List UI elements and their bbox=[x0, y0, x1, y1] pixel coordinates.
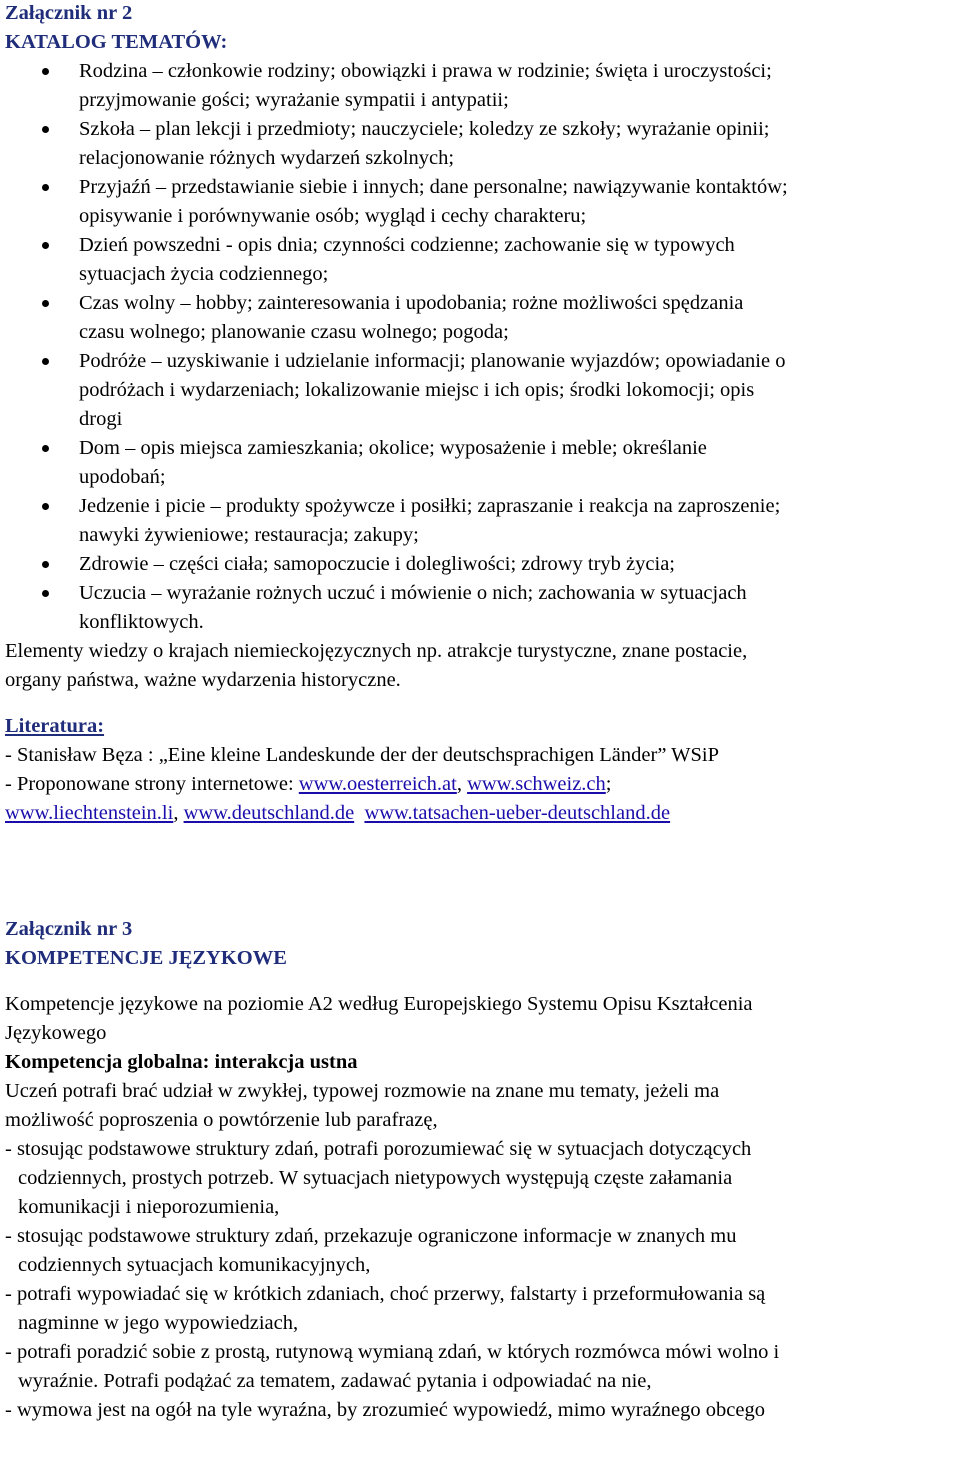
intro-text: Kompetencje językowe na poziomie A2 według Europejskiego Systemu Opisu Kształcenia bbox=[5, 993, 753, 1015]
global-competence-text: Uczeń potrafi brać udział w zwykłej, typowej rozmowie na znane mu tematy, jeżeli ma bbox=[5, 1080, 720, 1102]
document-page bbox=[5, 0, 955, 1425]
literature-links-line bbox=[5, 799, 955, 828]
topic-item bbox=[5, 579, 955, 637]
topic-text: drogi bbox=[79, 408, 123, 430]
link-tatsachen[interactable]: www.tatsachen-ueber-deutschland.de bbox=[364, 802, 671, 824]
bullet-icon bbox=[42, 358, 49, 365]
topic-title: Uczucia bbox=[79, 582, 147, 604]
bullet-icon bbox=[42, 184, 49, 191]
separator: ; bbox=[605, 773, 612, 795]
global-competence-heading: Kompetencja globalna: interakcja ustna bbox=[5, 1051, 358, 1073]
point-text: wyraźnie. Potrafi podążać za tematem, zadawać pytania i odpowiadać na nie, bbox=[18, 1370, 652, 1392]
topic-text: – wyrażanie rożnych uczuć i mówienie o nich; zachowania w sytuacjach bbox=[146, 582, 747, 604]
bullet-icon bbox=[42, 126, 49, 133]
topic-text: sytuacjach życia codziennego; bbox=[79, 263, 329, 285]
topic-item bbox=[5, 57, 955, 115]
topic-text: konfliktowych. bbox=[79, 611, 204, 633]
point-text: codziennych sytuacjach komunikacyjnych, bbox=[18, 1254, 371, 1276]
topic-text: opisywanie i porównywanie osób; wygląd i cechy charakteru; bbox=[79, 205, 587, 227]
competence-point bbox=[5, 1338, 955, 1396]
point-text: codziennych, prostych potrzeb. W sytuacjach nietypowych występują częste załamania bbox=[18, 1167, 733, 1189]
competence-point bbox=[5, 1135, 955, 1222]
point-text: - potrafi poradzić sobie z prostą, rutynową wymianą zdań, w których rozmówca mówi wolno i bbox=[5, 1341, 780, 1363]
topic-item bbox=[5, 550, 955, 579]
topic-text: podróżach i wydarzeniach; lokalizowanie miejsc i ich opis; środki lokomocji; opis bbox=[79, 379, 755, 401]
bullet-icon bbox=[42, 445, 49, 452]
topic-text: – członkowie rodziny; obowiązki i prawa w rodzinie; święta i uroczystości; bbox=[147, 60, 772, 82]
topic-text: – produkty spożywcze i posiłki; zapraszanie i reakcja na zaproszenie; bbox=[205, 495, 781, 517]
topic-item bbox=[5, 347, 955, 434]
elements-text: organy państwa, ważne wydarzenia historyczne. bbox=[5, 669, 401, 691]
topic-text: – opis miejsca zamieszkania; okolice; wyposażenie i meble; określanie bbox=[120, 437, 707, 459]
topic-list bbox=[5, 57, 955, 637]
point-text: - stosując podstawowe struktury zdań, potrafi porozumiewać się w sytuacjach dotyczących bbox=[5, 1138, 752, 1160]
competence-point bbox=[5, 1280, 955, 1338]
topic-title: Dom bbox=[79, 437, 120, 459]
bullet-icon bbox=[42, 242, 49, 249]
bullet-icon bbox=[42, 503, 49, 510]
topic-text: - opis dnia; czynności codzienne; zachowanie się w typowych bbox=[220, 234, 735, 256]
topic-title: Przyjaźń bbox=[79, 176, 151, 198]
link-schweiz[interactable]: www.schweiz.ch bbox=[467, 773, 606, 795]
topic-text: relacjonowanie różnych wydarzeń szkolnych; bbox=[79, 147, 455, 169]
link-oesterreich[interactable]: www.oesterreich.at bbox=[298, 773, 457, 795]
topic-title: Szkoła bbox=[79, 118, 135, 140]
literature-sites-line bbox=[5, 770, 955, 799]
bullet-icon bbox=[42, 300, 49, 307]
bullet-icon bbox=[42, 561, 49, 568]
topic-text: przyjmowanie gości; wyrażanie sympatii i antypatii; bbox=[79, 89, 509, 111]
topic-text: – przedstawianie siebie i innych; dane personalne; nawiązywanie kontaktów; bbox=[150, 176, 788, 198]
link-deutschland[interactable]: www.deutschland.de bbox=[183, 802, 355, 824]
literature-sites-prefix: - Proponowane strony internetowe: bbox=[5, 773, 299, 795]
topic-text: – plan lekcji i przedmioty; nauczyciele; koledzy ze szkoły; wyrażanie opinii; bbox=[134, 118, 770, 140]
topic-item bbox=[5, 231, 955, 289]
annex3-subheading: KOMPETENCJE JĘZYKOWE bbox=[5, 947, 287, 969]
point-text: - wymowa jest na ogół na tyle wyraźna, by zrozumieć wypowiedź, mimo wyraźnego obcego bbox=[5, 1399, 765, 1421]
topic-title: Zdrowie bbox=[79, 553, 149, 575]
global-competence-text: możliwość poproszenia o powtórzenie lub parafrazę, bbox=[5, 1109, 438, 1131]
topic-title: Podróże bbox=[79, 350, 147, 372]
intro-text: Językowego bbox=[5, 1022, 107, 1044]
topic-title: Czas wolny bbox=[79, 292, 176, 314]
topic-text: – części ciała; samopoczucie i dolegliwości; zdrowy tryb życia; bbox=[148, 553, 675, 575]
topic-item bbox=[5, 173, 955, 231]
topic-title: Rodzina bbox=[79, 60, 148, 82]
competence-point bbox=[5, 1222, 955, 1280]
literature-book: - Stanisław Bęza : „Eine kleine Landeskunde der der deutschsprachigen Länder” WSiP bbox=[5, 744, 720, 766]
literature-heading: Literatura: bbox=[5, 715, 105, 737]
elements-text: Elementy wiedzy o krajach niemieckojęzycznych np. atrakcje turystyczne, znane postacie, bbox=[5, 640, 748, 662]
topic-text: czasu wolnego; planowanie czasu wolnego; pogoda; bbox=[79, 321, 509, 343]
topic-item bbox=[5, 492, 955, 550]
topic-text: – uzyskiwanie i udzielanie informacji; planowanie wyjazdów; opowiadanie o bbox=[146, 350, 786, 372]
bullet-icon bbox=[42, 590, 49, 597]
link-liechtenstein[interactable]: www.liechtenstein.li bbox=[5, 802, 174, 824]
separator: , bbox=[456, 773, 468, 795]
topic-text: nawyki żywieniowe; restauracja; zakupy; bbox=[79, 524, 419, 546]
topic-title: Jedzenie i picie bbox=[79, 495, 206, 517]
separator: , bbox=[173, 802, 184, 824]
topic-title: Dzień powszedni bbox=[79, 234, 221, 256]
topic-item bbox=[5, 434, 955, 492]
point-text: - potrafi wypowiadać się w krótkich zdaniach, choć przerwy, falstarty i przeformułowania są bbox=[5, 1283, 766, 1305]
separator bbox=[354, 802, 364, 824]
annex2-subheading: KATALOG TEMATÓW: bbox=[5, 31, 228, 53]
point-text: - stosując podstawowe struktury zdań, przekazuje ograniczone informacje w znanych mu bbox=[5, 1225, 737, 1247]
point-text: komunikacji i nieporozumienia, bbox=[18, 1196, 280, 1218]
topic-item bbox=[5, 115, 955, 173]
competence-point bbox=[5, 1396, 955, 1425]
topic-item bbox=[5, 289, 955, 347]
bullet-icon bbox=[42, 68, 49, 75]
topic-text: upodobań; bbox=[79, 466, 166, 488]
point-text: nagminne w jego wypowiedziach, bbox=[18, 1312, 299, 1334]
annex3-heading: Załącznik nr 3 bbox=[5, 918, 133, 940]
annex2-heading: Załącznik nr 2 bbox=[5, 2, 133, 24]
topic-text: – hobby; zainteresowania i upodobania; rożne możliwości spędzania bbox=[175, 292, 744, 314]
